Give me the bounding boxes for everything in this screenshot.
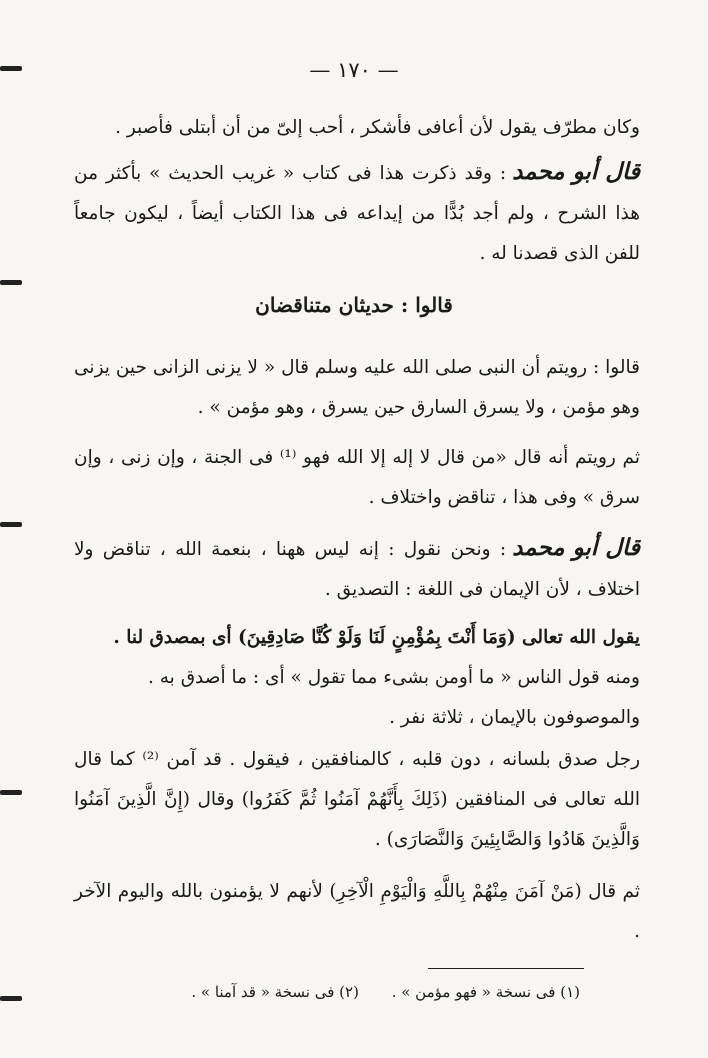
paragraph-intro [74,108,640,148]
footnote-divider [428,968,584,969]
margin-mark [0,996,22,1001]
paragraph-text: ثم رويتم أنه قال «من قال لا إله إلا الله فهو ⁽¹⁾ فى الجنة ، وإن زنى ، وإن سرق » وفى هذا ، تناقض واختلاف . [74,447,640,508]
margin-mark [0,790,22,795]
paragraph-line: ومنه قول الناس « ما أومن بشىء مما تقول » أى : ما أصدق به . [147,667,640,688]
paragraph-line: يقول الله تعالى (وَمَا أَنْتَ بِمُؤْمِنٍ لَنَا وَلَوْ كُنَّا صَادِقِينَ) أى بمصدق لنا . [113,627,640,648]
paragraph-hypocrites [74,740,640,860]
paragraph-text [74,152,640,274]
paragraph-author-note [74,152,640,274]
paragraph-body: : وقد ذكرت هذا فى كتاب « غريب الحديث » بأكثر من هذا الشرح ، ولم أجد بُدًّا من إيداعه فى هذا الكتاب أيضاً ، ليكون جامعاً للفن الذى قصدنا له . [74,163,640,264]
margin-mark [0,280,22,285]
speaker-label: قال أبو محمد [512,158,640,185]
paragraph-line: والموصوفون بالإيمان ، ثلاثة نفر . [389,707,640,728]
section-heading: قالوا : حديثان متناقضان [255,293,453,317]
margin-mark [0,522,22,527]
footnotes [150,983,580,1001]
paragraph-text: قالوا : رويتم أن النبى صلى الله عليه وسلم قال « لا يزنى الزانى حين يزنى وهو مؤمن ، ولا يسرق السارق حين يسرق ، وهو مؤمن » . [74,357,640,418]
footnote-1: (١) فى نسخة « فهو مؤمن » . [391,983,580,1001]
footnote-2: (٢) فى نسخة « قد آمنا » . [191,983,359,1001]
paragraph-verse [74,872,640,952]
paragraph-response [74,528,640,610]
paragraph-text: رجل صدق بلسانه ، دون قلبه ، كالمنافقين ، فيقول . قد آمن ⁽²⁾ كما قال الله تعالى فى المنافقين (ذَلِكَ بِأَنَّهُمْ آمَنُوا ثُمَّ كَفَرُوا) وقال (إِنَّ الَّذِينَ آمَنُوا وَالَّذِينَ هَادُوا وَالصَّابِئِينَ وَالنَّصَارَى) . [74,749,640,850]
paragraph-text [74,528,640,610]
paragraph-second-hadith [74,438,640,518]
page-number: — ١٧٠ — [309,58,399,82]
paragraph-definition [74,618,640,738]
speaker-label: قال أبو محمد [512,534,640,561]
paragraph-text: وكان مطرّف يقول لأن أعافى فأشكر ، أحب إلىّ من أن أبتلى فأصبر . [115,117,640,138]
paragraph-text: ثم قال (مَنْ آمَنَ مِنْهُمْ بِاللَّهِ وَالْيَوْمِ الْآخِرِ) لأنهم لا يؤمنون بالله واليوم الآخر . [74,881,640,942]
paragraph-claim [74,348,640,428]
paragraph-body: : ونحن نقول : إنه ليس ههنا ، بنعمة الله ، تناقض ولا اختلاف ، لأن الإيمان فى اللغة : التصديق . [74,539,640,600]
